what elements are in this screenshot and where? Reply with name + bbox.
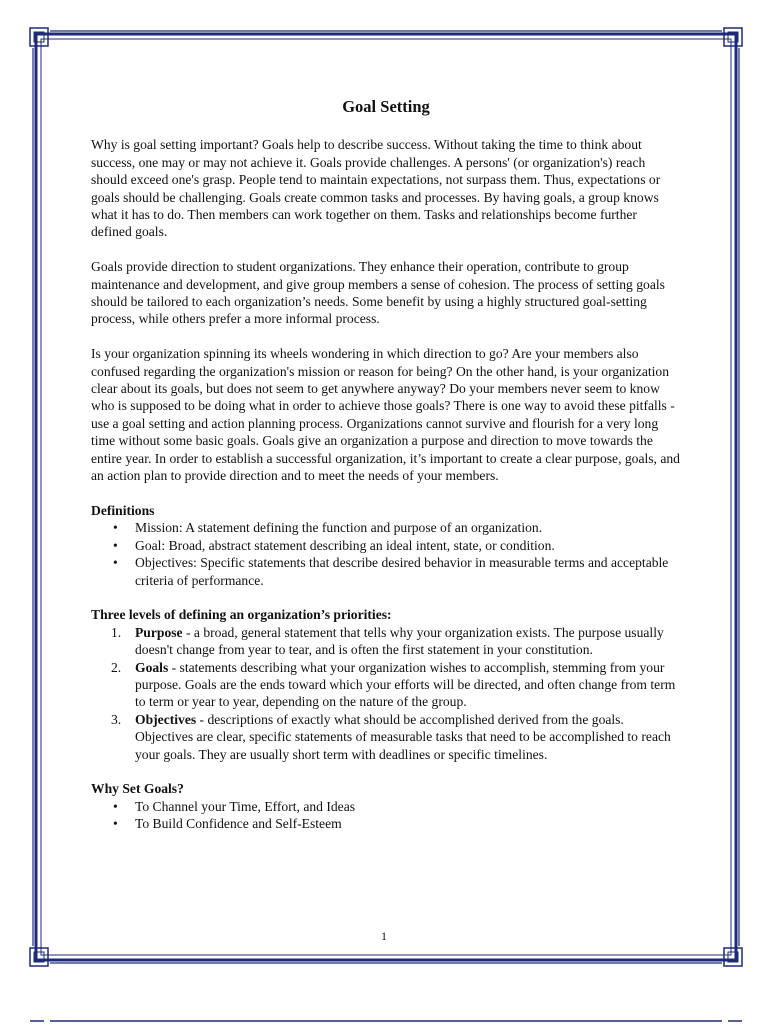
list-item: • Objectives: Specific statements that describe desired behavior in measurable terms and acceptable criteria of performance. [113,555,669,588]
intro-paragraph: Why is goal setting important? Goals help to describe success. Without taking the time to think about success, one may or may not achieve it. Goals provide challenges. A persons' (or organization's) reach should exceed one's grasp. People tend to maintain expectations, not surpass them. Thus, expectations or goals should be challenging. Goals create common tasks and processes. By having goals, a group knows what it has to do. Then members can work together on them. Tasks and relationships become further defined goals. [91,137,661,240]
page-number: 1 [381,929,387,943]
pitfalls-paragraph: Is your organization spinning its wheels wondering in which direction to go? Are your members also confused regarding the organization's mission or reason for being? On the other hand, is your organization clear about its goals, but does not seem to get anywhere anyway? Do your members never seem to know who is supposed to be doing what in order to achieve those goals? There is one way to avoid these pitfalls - use a goal setting and action planning process. Organizations cannot survive and flourish for a very long time without some basic goals. Goals give an organization a purpose and direction to move towards the entire year. In order to establish a successful organization, it’s important to create a clear purpose, goals, and an action plan to provide direction and to meet the needs of your members. [91,346,680,484]
list-item: 1. Purpose - a broad, general statement that tells why your organization exists. The purpose usually doesn't change from year to tear, and is often the first statement in your constitution. [111,624,664,658]
list-item: • To Channel your Time, Effort, and Ideas [113,798,356,814]
list-item: • Goal: Broad, abstract statement describing an ideal intent, state, or condition. [113,537,555,553]
list-item: • Mission: A statement defining the function and purpose of an organization. [113,520,543,536]
levels-heading: Three levels of defining an organization’s priorities: [91,607,392,623]
list-item: 2. Goals - statements describing what your organization wishes to accomplish, stemming from your purpose. Goals are the ends toward which your efforts will be directed, and often change from term to term or year to year, depending on the nature of the group. [111,659,676,710]
levels-list [91,624,681,763]
level-term: Goals [135,659,169,675]
list-number: 3. [111,711,122,727]
why-list [91,798,681,833]
bullet-icon: • [113,537,118,553]
document-body [91,98,681,850]
why-heading: Why Set Goals? [91,781,184,797]
list-item: 3. Objectives - descriptions of exactly what should be accomplished derived from the goals. Objectives are clear, specific statements of measurable tasks that need to be accomplished to reach your goals. They are usually short term with deadlines or specific timelines. [111,711,671,762]
document-title: Goal Setting [342,97,430,116]
list-item: • To Build Confidence and Self-Esteem [113,816,342,832]
level-term: Purpose [135,624,183,640]
definitions-list [91,519,681,589]
level-term: Objectives [135,711,197,727]
list-number: 1. [111,624,122,640]
definitions-heading: Definitions [91,502,155,518]
direction-paragraph: Goals provide direction to student organizations. They enhance their operation, contribute to group maintenance and development, and give group members a sense of cohesion. The process of setting goals should be tailored to each organization’s needs. Some benefit by using a highly structured goal-setting process, while others prefer a more informal process. [91,259,665,327]
list-number: 2. [111,659,122,675]
bullet-icon: • [113,816,118,832]
bullet-icon: • [113,555,118,571]
bullet-icon: • [113,798,118,814]
bullet-icon: • [113,520,118,536]
